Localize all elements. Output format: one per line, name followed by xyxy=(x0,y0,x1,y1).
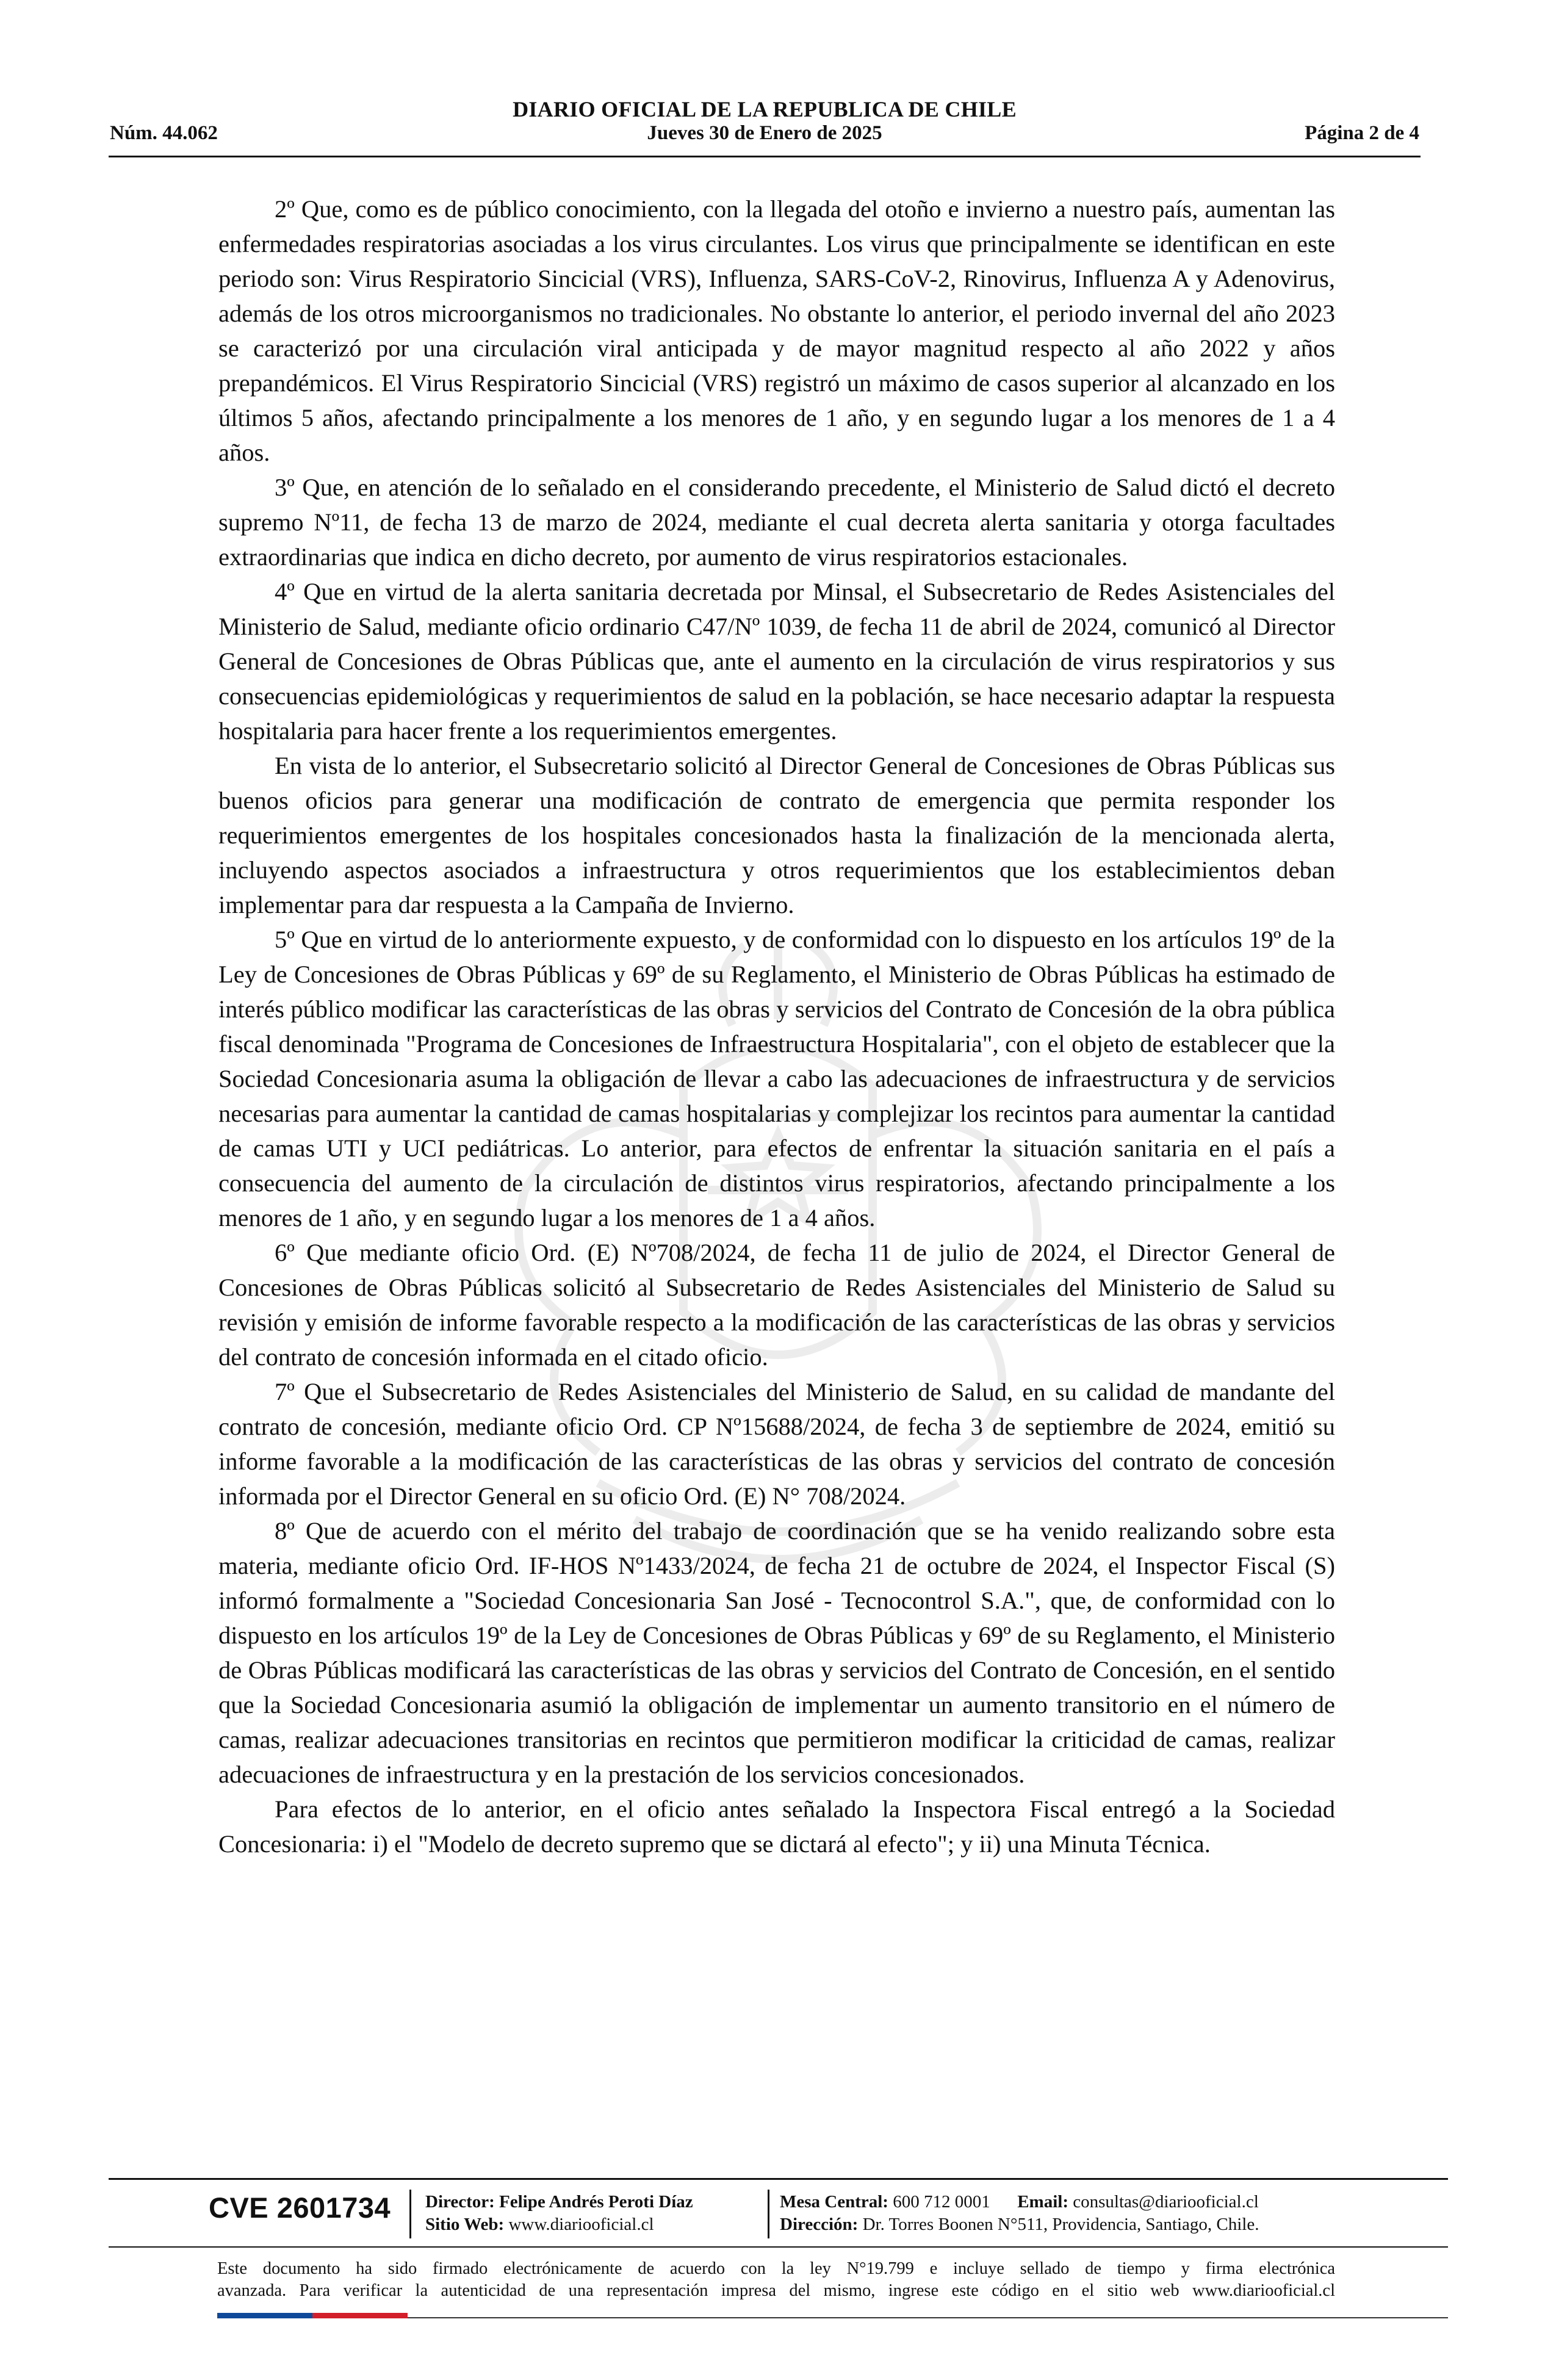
paragraph-4: 4º Que en virtud de la alerta sanitaria decretada por Minsal, el Subsecretario de Redes Asistenciales del Ministerio de Salud, mediante oficio ordinario C47/Nº 1039, de fecha 11 de abril de 2024, comunicó al Director General de Concesiones de Obras Públicas que, ante el aumento en la circulación de virus respiratorios y sus consecuencias epidemiológicas y requerimientos de salud en la población, se hace necesario adaptar la respuesta hospitalaria para hacer frente a los requerimientos emergentes. xyxy=(218,578,1335,745)
director-name: Felipe Andrés Peroti Díaz xyxy=(499,2192,693,2212)
document-body xyxy=(218,192,1335,1861)
flag-stripe-red xyxy=(312,2313,408,2318)
flag-stripe xyxy=(217,2313,408,2318)
cve-code: CVE 2601734 xyxy=(209,2191,391,2224)
paragraph-7: 7º Que el Subsecretario de Redes Asistenciales del Ministerio de Salud, en su calidad de mandante del contrato de concesión, mediante oficio Ord. CP Nº15688/2024, de fecha 3 de septiembre de 2024, emitió su informe favorable a la modificación de las características de las obras y servicios del contrato de concesión informada por el Director General en su oficio Ord. (E) N° 708/2024. xyxy=(218,1378,1335,1510)
mesa-central-label: Mesa Central: xyxy=(780,2192,888,2212)
footer-divider-middle xyxy=(109,2246,1448,2248)
director-label: Director: xyxy=(425,2192,495,2212)
address-value: Dr. Torres Boonen N°511, Providencia, Santiago, Chile. xyxy=(862,2215,1259,2234)
paragraph-4-continued: En vista de lo anterior, el Subsecretario solicitó al Director General de Concesiones de Obras Públicas sus buenos oficios para generar una modificación de contrato de emergencia que permita responder los requerimientos emergentes de los hospitales concesionados hasta la finalización de la mencionada alerta, incluyendo aspectos asociados a infraestructura y otros requerimientos que los establecimientos deban implementar para dar respuesta a la Campaña de Invierno. xyxy=(218,752,1335,918)
paragraph-3: 3º Que, en atención de lo señalado en el considerando precedente, el Ministerio de Salud dictó el decreto supremo Nº11, de fecha 13 de marzo de 2024, mediante el cual decreta alerta sanitaria y otorga facultades extraordinarias que indica en dicho decreto, por aumento de virus respiratorios estacionales. xyxy=(218,474,1335,571)
paragraph-8-continued: Para efectos de lo anterior, en el oficio antes señalado la Inspectora Fiscal entregó a la Sociedad Concesionaria: i) el "Modelo de decreto supremo que se dictará al efecto"; y ii) una Minuta Técnica. xyxy=(218,1795,1335,1858)
paragraph-2: 2º Que, como es de público conocimiento, con la llegada del otoño e invierno a nuestro país, aumentan las enfermedades respiratorias asociadas a los virus circulantes. Los virus que principalmente se identifican en este periodo son: Virus Respiratorio Sincicial (VRS), Influenza, SARS-CoV-2, Rinovirus, Influenza A y Adenovirus, además de los otros microorganismos no tradicionales. No obstante lo anterior, el periodo invernal del año 2023 se caracterizó por una circulación viral anticipada y de mayor magnitud respecto al año 2022 y años prepandémicos. El Virus Respiratorio Sincicial (VRS) registró un máximo de casos superior al alcanzado en los últimos 5 años, afectando principalmente a los menores de 1 año, y en segundo lugar a los menores de 1 a 4 años. xyxy=(218,195,1335,466)
mesa-central-phone: 600 712 0001 xyxy=(893,2192,990,2212)
issue-number: Núm. 44.062 xyxy=(110,122,218,144)
footer-separator xyxy=(409,2190,411,2238)
issue-date: Jueves 30 de Enero de 2025 xyxy=(647,122,882,144)
page-header xyxy=(109,92,1421,159)
footer-director xyxy=(425,2192,693,2212)
footer-divider-bottom xyxy=(408,2317,1448,2318)
footer-address xyxy=(780,2215,1259,2235)
header-divider xyxy=(109,156,1421,157)
footer-separator xyxy=(768,2190,769,2238)
footer-website xyxy=(425,2215,654,2235)
signature-notice xyxy=(217,2258,1335,2302)
email-label: Email: xyxy=(1017,2192,1068,2212)
flag-stripe-blue xyxy=(217,2313,312,2318)
signature-notice-line-1: Este documento ha sido firmado electrónicamente de acuerdo con la ley N°19.799 e incluye sellado de tiempo y firma electrónica xyxy=(217,2259,1335,2278)
page-number: Página 2 de 4 xyxy=(1305,122,1419,144)
email-link[interactable]: consultas@diariooficial.cl xyxy=(1073,2192,1259,2212)
footer-contact xyxy=(780,2192,1259,2212)
paragraph-5: 5º Que en virtud de lo anteriormente expuesto, y de conformidad con lo dispuesto en los artículos 19º de la Ley de Concesiones de Obras Públicas y 69º de su Reglamento, el Ministerio de Obras Públicas ha estimado de interés público modificar las características de las obras y servicios del Contrato de Concesión de la obra pública fiscal denominada "Programa de Concesiones de Infraestructura Hospitalaria", con el objeto de establecer que la Sociedad Concesionaria asuma la obligación de llevar a cabo las adecuaciones de infraestructura y de servicios necesarias para aumentar la cantidad de camas hospitalarias y complejizar los recintos para aumentar la cantidad de camas UTI y UCI pediátricas. Lo anterior, para efectos de enfrentar la situación sanitaria en el país a consecuencia del aumento de la circulación de distintos virus respiratorios, afectando principalmente a los menores de 1 año, y en segundo lugar a los menores de 1 a 4 años. xyxy=(218,926,1335,1231)
paragraph-6: 6º Que mediante oficio Ord. (E) Nº708/2024, de fecha 11 de julio de 2024, el Director General de Concesiones de Obras Públicas solicitó al Subsecretario de Redes Asistenciales del Ministerio de Salud su revisión y emisión de informe favorable respecto a la modificación de las características de las obras y servicios del contrato de concesión informada en el citado oficio. xyxy=(218,1239,1335,1371)
address-label: Dirección: xyxy=(780,2215,859,2234)
website-label: Sitio Web: xyxy=(425,2215,505,2234)
paragraph-8: 8º Que de acuerdo con el mérito del trabajo de coordinación que se ha venido realizando sobre esta materia, mediante oficio Ord. IF-HOS Nº1433/2024, de fecha 21 de octubre de 2024, el Inspector Fiscal (S) informó formalmente a "Sociedad Concesionaria San José - Tecnocontrol S.A.", que, de conformidad con lo dispuesto en los artículos 19º de la Ley de Concesiones de Obras Públicas y 69º de su Reglamento, el Ministerio de Obras Públicas modificará las características de las obras y servicios del Contrato de Concesión, en el sentido que la Sociedad Concesionaria asumió la obligación de implementar un aumento transitorio en el número de camas, realizar adecuaciones transitorias en recintos que permitieron modificar la criticidad de camas, realizar adecuaciones de infraestructura y en la prestación de los servicios concesionados. xyxy=(218,1517,1335,1788)
signature-notice-line-2: avanzada. Para verificar la autenticidad de una representación impresa del mismo, ingrese este código en el sitio web www.diariooficial.cl xyxy=(217,2281,1335,2300)
footer-divider-top xyxy=(109,2178,1448,2180)
website-link[interactable]: www.diariooficial.cl xyxy=(508,2215,654,2234)
newspaper-title: DIARIO OFICIAL DE LA REPUBLICA DE CHILE xyxy=(513,97,1017,121)
